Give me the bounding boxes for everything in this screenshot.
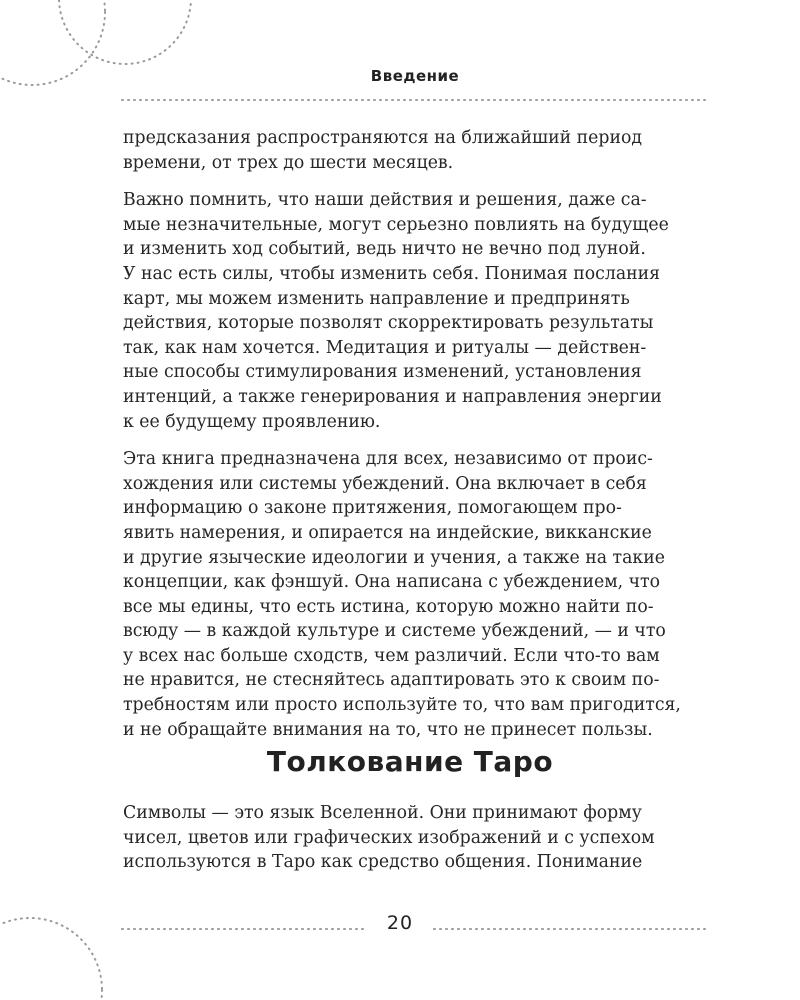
section-heading: Толкование Таро (266, 745, 554, 778)
text-line: хождения или системы убеждений. Она включает в себя (123, 473, 647, 494)
text-line: требностям или просто используйте то, что вам пригодится, (123, 695, 681, 716)
body-text-top (123, 126, 703, 742)
bottom-left-dotted-circle (0, 918, 102, 1000)
text-line: всюду — в каждой культуре и системе убеждений, — и что (123, 621, 666, 642)
top-left-dotted-circle (59, 0, 191, 64)
text-line: Эта книга предназначена для всех, независимо от проис- (123, 449, 653, 470)
text-line: чисел, цветов или графических изображений и с успехом (123, 827, 655, 848)
text-line: интенций, а также генерирования и направления энергии (123, 386, 662, 407)
paragraph (123, 188, 703, 434)
text-line: все мы едины, что есть истина, которую можно найти по- (123, 596, 654, 617)
body-text-bottom (123, 801, 703, 875)
text-line: предсказания распространяются на ближайший период (123, 128, 643, 148)
text-line: ные способы стимулирования изменений, установления (123, 362, 642, 383)
running-title: Введение (370, 67, 460, 85)
text-line: и изменить ход событий, ведь ничто не вечно под луной. (123, 239, 646, 260)
text-line: концепции, как фэншуй. Она написана с убеждением, что (123, 572, 661, 593)
text-line: Символы — это язык Вселенной. Они принимают форму (123, 803, 642, 823)
paragraph (123, 801, 703, 875)
text-line: у всех нас больше сходств, чем различий. Если что-то вам (123, 645, 660, 666)
text-line: используются в Таро как средство общения. Понимание (123, 852, 643, 873)
text-line: явить намерения, и опирается на индейские, викканские (123, 522, 652, 543)
paragraph (123, 126, 703, 175)
text-line: действия, которые позволят скорректировать результаты (123, 313, 654, 334)
text-line: информацию о законе притяжения, помогающем про- (123, 498, 622, 519)
text-line: карт, мы можем изменить направление и предпринять (123, 288, 630, 309)
page-number: 20 (386, 912, 414, 934)
text-line: Важно помнить, что наши действия и решения, даже са- (123, 190, 647, 211)
text-line: так, как нам хочется. Медитация и ритуалы — действен- (123, 337, 647, 358)
text-line: времени, от трех до шести месяцев. (123, 152, 454, 173)
top-left-dotted-circle (0, 0, 105, 85)
text-line: и другие языческие идеологии и учения, а также на такие (123, 547, 665, 568)
text-line: и не обращайте внимания на то, что не принесет пользы. (123, 719, 653, 740)
text-line: У нас есть силы, чтобы изменить себя. Понимая послания (123, 263, 661, 284)
paragraph (123, 447, 703, 742)
text-line: мые незначительные, могут серьезно повлиять на будущее (123, 214, 669, 235)
text-line: не нравится, не стесняйтесь адаптировать это к своим по- (123, 670, 660, 691)
text-line: к ее будущему проявлению. (123, 411, 381, 432)
